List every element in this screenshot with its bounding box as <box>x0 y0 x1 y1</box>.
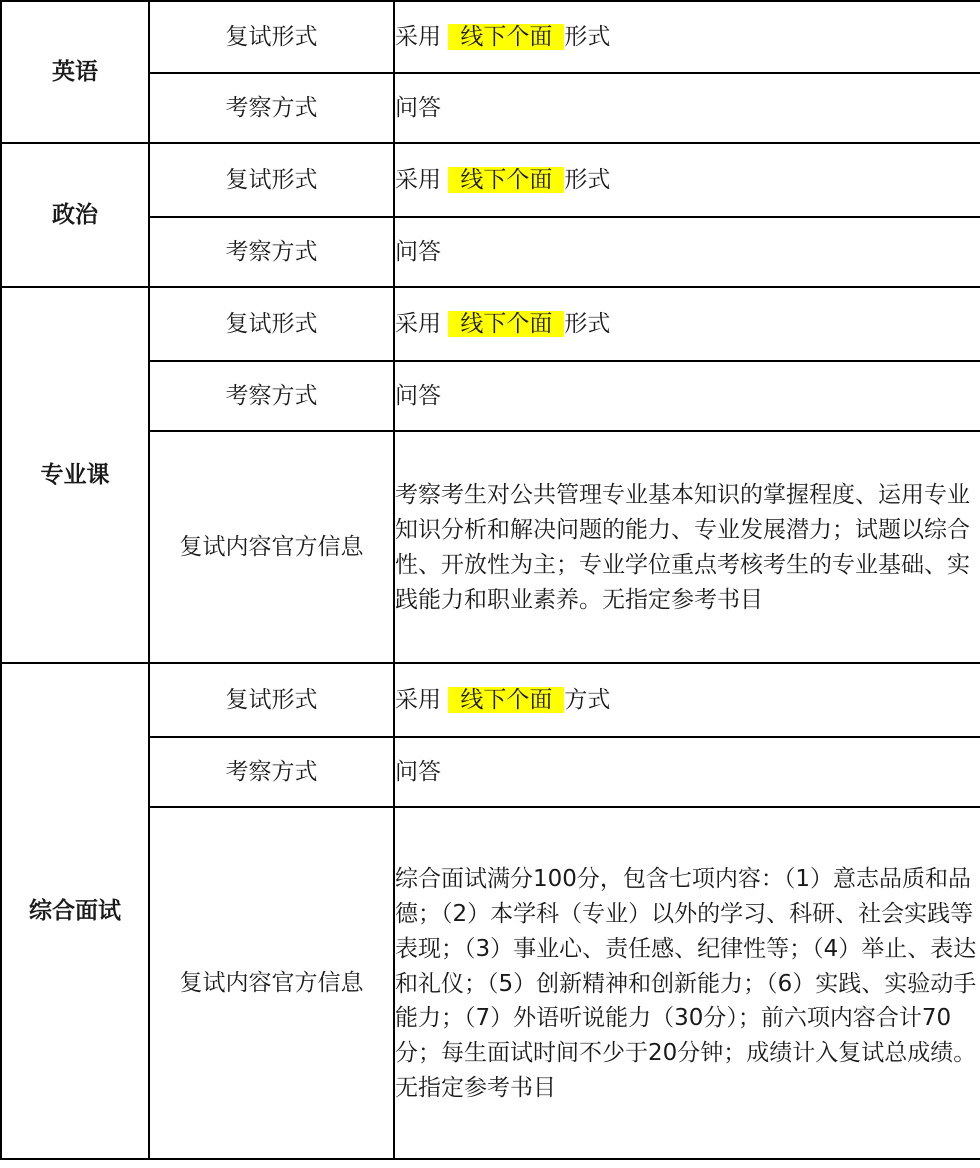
row-value <box>394 663 980 737</box>
row-label: 考察方式 <box>149 217 394 287</box>
value-suffix: 形式 <box>564 23 611 50</box>
row-value: 问答 <box>394 737 980 807</box>
row-label: 复试形式 <box>149 143 394 217</box>
category-english: 英语 <box>1 1 149 143</box>
value-suffix: 形式 <box>564 310 611 337</box>
value-suffix: 方式 <box>564 686 611 713</box>
row-value: 问答 <box>394 361 980 431</box>
highlighted-text: 线下个面 <box>448 687 564 713</box>
table-row <box>1 1 980 73</box>
row-value: 问答 <box>394 217 980 287</box>
highlighted-text: 线下个面 <box>448 24 564 50</box>
table-row <box>1 287 980 361</box>
highlighted-text: 线下个面 <box>448 311 564 337</box>
category-comprehensive-interview: 综合面试 <box>1 663 149 1159</box>
row-value-long: 综合面试满分100分，包含七项内容：（1）意志品质和品德；（2）本学科（专业）以外的学习、科研、社会实践等表现；（3）事业心、责任感、纪律性等；（4）举止、表达和礼仪；（5）创新精神和创新能力；（6）实践、实验动手能力；（7）外语听说能力（30分）；前六项内容合计70分；每生面试时间不少于20分钟；成绩计入复试总成绩。无指定参考书目 <box>394 807 980 1159</box>
row-value-long: 考察考生对公共管理专业基本知识的掌握程度、运用专业知识分析和解决问题的能力、专业发展潜力；试题以综合性、开放性为主；专业学位重点考核考生的专业基础、实践能力和职业素养。无指定参考书目 <box>394 431 980 663</box>
row-value <box>394 143 980 217</box>
table-row <box>1 663 980 737</box>
value-suffix: 形式 <box>564 166 611 193</box>
row-label: 考察方式 <box>149 73 394 143</box>
table-row <box>1 143 980 217</box>
row-value: 问答 <box>394 73 980 143</box>
value-prefix: 采用 <box>395 686 441 713</box>
row-label: 考察方式 <box>149 737 394 807</box>
row-value <box>394 287 980 361</box>
row-label: 复试内容官方信息 <box>149 431 394 663</box>
row-label: 复试形式 <box>149 663 394 737</box>
row-label: 考察方式 <box>149 361 394 431</box>
row-label: 复试形式 <box>149 287 394 361</box>
category-politics: 政治 <box>1 143 149 287</box>
highlighted-text: 线下个面 <box>448 167 564 193</box>
category-major-course: 专业课 <box>1 287 149 663</box>
value-prefix: 采用 <box>395 23 441 50</box>
row-label: 复试形式 <box>149 1 394 73</box>
value-prefix: 采用 <box>395 166 441 193</box>
value-prefix: 采用 <box>395 310 441 337</box>
row-label: 复试内容官方信息 <box>149 807 394 1159</box>
row-value <box>394 1 980 73</box>
